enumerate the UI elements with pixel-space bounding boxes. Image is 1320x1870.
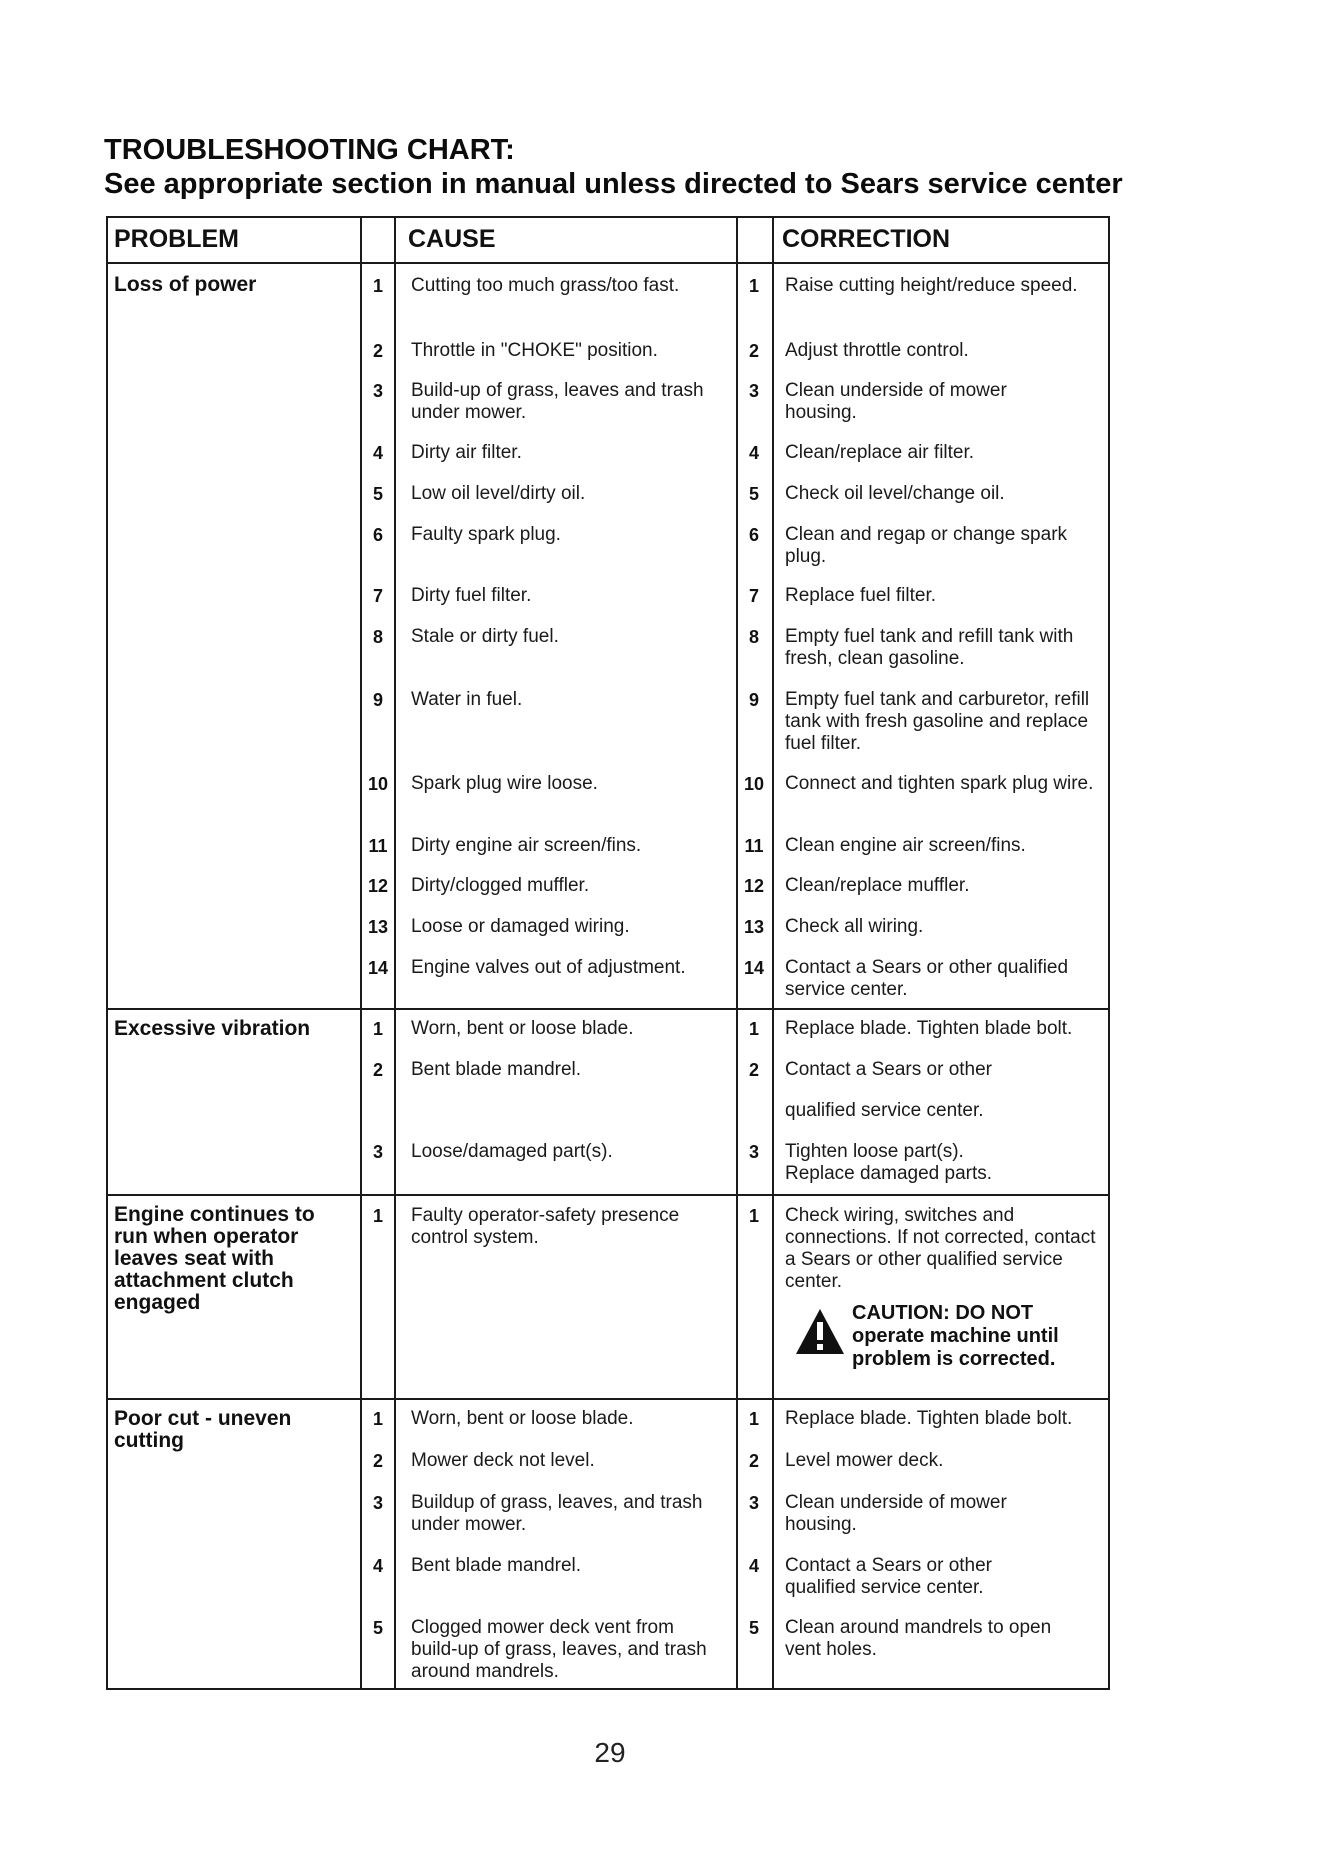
cause-number: 14 (367, 958, 389, 978)
cause-text: Dirty engine air screen/fins. (411, 835, 642, 856)
problem-label: Poor cut - uneven cutting (114, 1407, 292, 1452)
section-divider (108, 1194, 1108, 1196)
correction-number: 12 (743, 876, 765, 896)
column-divider (360, 218, 362, 1688)
correction-number: 5 (748, 1618, 759, 1638)
correction-text: Replace blade. Tighten blade bolt. (785, 1408, 1073, 1429)
cause-number: 6 (372, 525, 383, 545)
cause-number: 10 (367, 774, 389, 794)
cause-number: 5 (372, 1618, 383, 1638)
correction-number: 8 (748, 627, 759, 647)
correction-number: 10 (743, 774, 765, 794)
caution-text: CAUTION: DO NOT operate machine until problem is corrected. (852, 1302, 1059, 1370)
correction-text: Clean around mandrels to open vent holes. (785, 1617, 1052, 1660)
page-number: 29 (594, 1737, 626, 1768)
column-divider (772, 218, 774, 1688)
cause-number: 4 (372, 443, 383, 463)
correction-text: Raise cutting height/reduce speed. (785, 275, 1078, 296)
cause-number: 11 (368, 836, 388, 856)
correction-number: 6 (748, 525, 759, 545)
cause-number: 7 (372, 586, 383, 606)
correction-text: Clean/replace muffler. (785, 875, 970, 896)
cause-text: Buildup of grass, leaves, and trash under mower. (411, 1492, 703, 1535)
cause-text: Build-up of grass, leaves and trash under mower. (411, 380, 704, 423)
correction-number: 2 (748, 1060, 759, 1080)
cause-number: 2 (372, 341, 383, 361)
problem-label: Excessive vibration (114, 1017, 311, 1040)
correction-number: 1 (748, 1019, 759, 1039)
cause-text: Low oil level/dirty oil. (411, 483, 586, 504)
cause-text: Spark plug wire loose. (411, 773, 598, 794)
correction-number: 5 (748, 484, 759, 504)
cause-text: Clogged mower deck vent from build-up of grass, leaves, and trash around mandrels. (411, 1617, 707, 1682)
cause-number: 8 (372, 627, 383, 647)
correction-number: 1 (748, 1409, 759, 1429)
cause-text: Worn, bent or loose blade. (411, 1018, 634, 1039)
correction-text: Check all wiring. (785, 916, 924, 937)
correction-text: Clean underside of mower housing. (785, 380, 1007, 423)
correction-text: Empty fuel tank and carburetor, refill tank with fresh gasoline and replace fuel filter. (785, 689, 1090, 754)
correction-number: 3 (748, 1142, 759, 1162)
cause-number: 1 (372, 276, 383, 296)
problem-label: Engine continues to run when operator leaves seat with attachment clutch engaged (114, 1203, 315, 1314)
correction-number: 1 (748, 1206, 759, 1226)
troubleshooting-table (106, 216, 1110, 1690)
correction-number: 1 (748, 276, 759, 296)
correction-text: Contact a Sears or other qualified service center. (785, 1555, 992, 1598)
header-correction: CORRECTION (782, 225, 951, 253)
cause-number: 1 (372, 1409, 383, 1429)
page-title: TROUBLESHOOTING CHART: (104, 134, 515, 166)
section-divider (108, 1008, 1108, 1010)
cause-text: Worn, bent or loose blade. (411, 1408, 634, 1429)
cause-number: 12 (367, 876, 389, 896)
section-divider (108, 1398, 1108, 1400)
correction-text: Adjust throttle control. (785, 340, 969, 361)
correction-text: Check oil level/change oil. (785, 483, 1005, 504)
correction-number: 14 (743, 958, 765, 978)
cause-text: Bent blade mandrel. (411, 1059, 582, 1080)
cause-number: 1 (372, 1019, 383, 1039)
cause-text: Faulty spark plug. (411, 524, 561, 545)
correction-text: Clean underside of mower housing. (785, 1492, 1007, 1535)
cause-text: Engine valves out of adjustment. (411, 957, 686, 978)
cause-number: 9 (372, 690, 383, 710)
column-divider (394, 218, 396, 1688)
header-problem: PROBLEM (114, 225, 239, 253)
header-divider (108, 262, 1108, 264)
cause-number: 3 (372, 1493, 383, 1513)
cause-text: Water in fuel. (411, 689, 523, 710)
correction-text: Replace fuel filter. (785, 585, 937, 606)
correction-text: Contact a Sears or other (785, 1059, 992, 1080)
cause-text: Throttle in "CHOKE" position. (411, 340, 658, 361)
correction-number: 9 (748, 690, 759, 710)
problem-label: Loss of power (114, 273, 257, 296)
correction-text: Tighten loose part(s). Replace damaged parts. (785, 1141, 993, 1184)
cause-number: 1 (372, 1206, 383, 1226)
correction-text: Connect and tighten spark plug wire. (785, 773, 1094, 794)
cause-text: Loose or damaged wiring. (411, 916, 630, 937)
page-subtitle: See appropriate section in manual unless directed to Sears service center (104, 168, 1123, 200)
correction-text: Contact a Sears or other qualified service center. (785, 957, 1069, 1000)
correction-number: 7 (748, 586, 759, 606)
warning-triangle-icon (794, 1306, 846, 1358)
cause-text: Stale or dirty fuel. (411, 626, 559, 647)
cause-number: 2 (372, 1451, 383, 1471)
cause-text: Dirty fuel filter. (411, 585, 532, 606)
cause-text: Dirty air filter. (411, 442, 522, 463)
correction-number: 11 (744, 836, 764, 856)
correction-text: Replace blade. Tighten blade bolt. (785, 1018, 1073, 1039)
cause-text: Bent blade mandrel. (411, 1555, 582, 1576)
correction-number: 4 (748, 443, 759, 463)
cause-number: 2 (372, 1060, 383, 1080)
correction-number: 2 (748, 1451, 759, 1471)
cause-text: Dirty/clogged muffler. (411, 875, 590, 896)
correction-number: 3 (748, 381, 759, 401)
correction-text: Empty fuel tank and refill tank with fresh, clean gasoline. (785, 626, 1074, 669)
correction-number: 4 (748, 1556, 759, 1576)
cause-text: Faulty operator-safety presence control system. (411, 1205, 680, 1248)
cause-number: 5 (372, 484, 383, 504)
cause-number: 13 (367, 917, 389, 937)
cause-text: Mower deck not level. (411, 1450, 595, 1471)
cause-number: 3 (372, 381, 383, 401)
correction-text: Clean engine air screen/fins. (785, 835, 1026, 856)
cause-text: Loose/damaged part(s). (411, 1141, 613, 1162)
correction-text: Level mower deck. (785, 1450, 944, 1471)
correction-number: 13 (743, 917, 765, 937)
correction-number: 2 (748, 341, 759, 361)
cause-text: Cutting too much grass/too fast. (411, 275, 680, 296)
correction-text: Check wiring, switches and connections. If not corrected, contact a Sears or other qualified service center. (785, 1205, 1096, 1292)
caution-note (788, 1302, 1103, 1382)
correction-text-continued: qualified service center. (785, 1100, 984, 1121)
correction-text: Clean and regap or change spark plug. (785, 524, 1068, 567)
correction-number: 3 (748, 1493, 759, 1513)
cause-number: 3 (372, 1142, 383, 1162)
cause-number: 4 (372, 1556, 383, 1576)
header-cause: CAUSE (408, 225, 496, 253)
correction-text: Clean/replace air filter. (785, 442, 975, 463)
